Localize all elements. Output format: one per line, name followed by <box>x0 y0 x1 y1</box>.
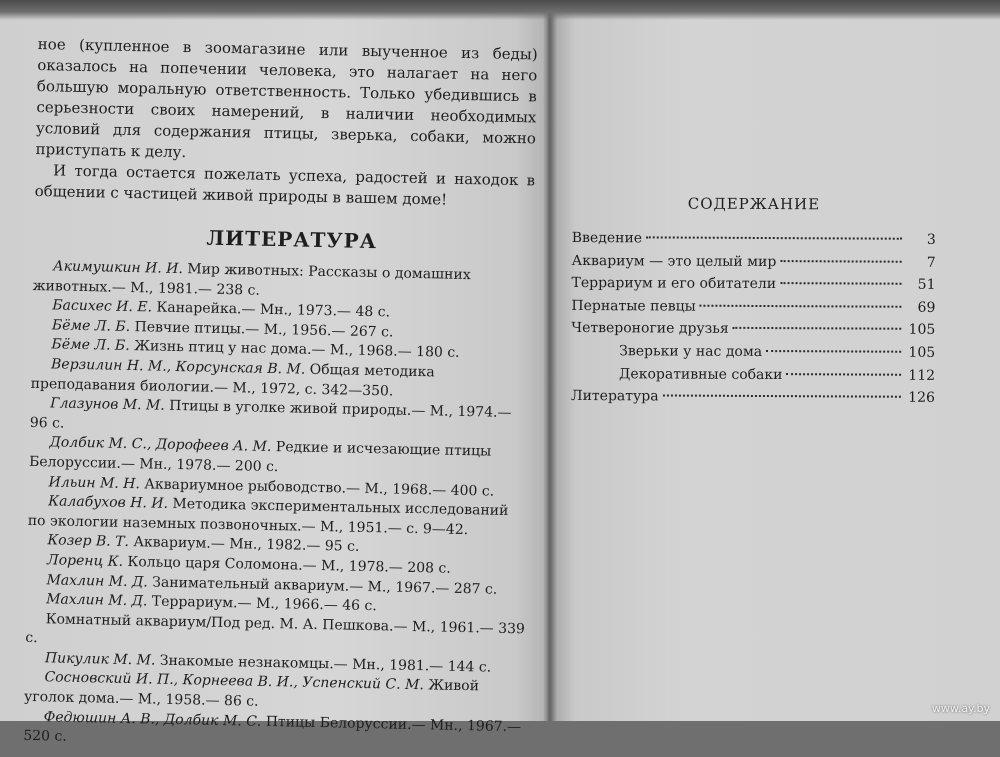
toc-row <box>572 230 936 254</box>
reference-text: Кольцо царя Соломона.— М., 1978.— 208 с. <box>122 553 451 577</box>
reference-text: Общая методика преподавания биологии.— М., 1972, с. 342—350. <box>30 361 435 400</box>
reference-text: Аквариум.— Мн., 1982.— 95 с. <box>128 534 360 556</box>
toc-leader-dots <box>787 373 902 376</box>
reference-author: Махлин М. Д. <box>45 591 148 610</box>
reference-text: Комнатный аквариум/Под ред. М. А. Пешкова.— М., 1961.— 339 с. <box>25 610 526 647</box>
reference-text: Занимательный аквариум.— М., 1967.— 287 с. <box>147 573 498 598</box>
reference-text: Птицы в уголке живой природы.— М., 1974.— 96 с. <box>29 397 512 432</box>
toc-label: Пернатые певцы <box>571 297 696 315</box>
toc-label: Декоративные собаки <box>619 365 783 383</box>
toc-row <box>571 298 935 322</box>
toc-row <box>571 343 935 367</box>
reference-author: Глазунов М. М. <box>50 395 165 414</box>
reference-text: Канарейка.— Мн., 1973.— 48 с. <box>151 299 391 321</box>
reference-text: Мир животных: Рассказы о домашних животных.— М., 1981.— 238 с. <box>32 261 471 299</box>
toc-leader-dots <box>646 236 902 239</box>
toc-page-number: 105 <box>908 344 936 361</box>
toc-page-number: 112 <box>908 367 936 384</box>
closing-wish: И тогда остается пожелать успеха, радостей и находок в общении с частицей живой природы в вашем доме! <box>34 161 536 209</box>
reference-author: Козер В. Т. <box>47 532 130 551</box>
literature-heading: ЛИТЕРАТУРА <box>206 225 378 254</box>
reference-text: Террариум.— М., 1966.— 46 с. <box>147 593 377 615</box>
reference-author: Басихес И. Е. <box>52 297 153 316</box>
toc-label: Зверьки у нас дома <box>619 343 763 360</box>
toc-page-number: 3 <box>926 231 936 248</box>
reference-author: Сосновский И. П., Корнеева В. И., Успенский С. М. <box>44 669 425 694</box>
toc-page-number: 69 <box>917 299 936 316</box>
reference-author: Бёме Л. Б. <box>51 336 130 355</box>
toc-page-number: 7 <box>926 254 936 271</box>
toc-label: Литература <box>570 388 659 405</box>
reference-text: Методика экспериментальных исследований по экологии наземных позвоночных.— М., 1951.— с. 9—42. <box>27 495 509 538</box>
toc-leader-dots <box>700 304 902 307</box>
toc-label: Четвероногие друзья <box>571 320 729 338</box>
left-page-content <box>23 34 538 757</box>
toc-entries <box>571 230 936 413</box>
reference-author: Махлин М. Д. <box>46 571 148 590</box>
toc-heading: СОДЕРЖАНИЕ <box>687 194 821 214</box>
reference-text: Редкие и исчезающие птицы Белоруссии.— Мн., 1978.— 200 с. <box>28 439 492 476</box>
reference-author: Ильин М. Н. <box>48 473 141 492</box>
toc-leader-dots <box>733 327 902 330</box>
reference-author: Пикулик М. М. <box>44 650 156 669</box>
reference-author: Калабухов Н. И. <box>48 493 169 512</box>
toc-label: Аквариум — это целый мир <box>571 252 777 270</box>
references-list <box>23 257 533 757</box>
reference-author: Федюшин А. В., Долбик М. С. <box>43 708 262 730</box>
toc-leader-dots <box>766 350 901 353</box>
closing-paragraph: ное (купленное в зоомагазине или выученное из беды) оказалось на попечении человека, это налагает на него большую моральную ответственность. Только убедившись в серьезности своих намерений, в наличии необходимых условий для содержания птицы, зверька, собаки, можно приступать к делу. <box>35 34 538 162</box>
reference-text: Птицы Белоруссии.— Мн., 1967.— 520 с. <box>23 713 522 746</box>
reference-text: Знакомые незнакомцы.— Мн., 1981.— 144 с. <box>155 652 492 676</box>
reference-text: Живой уголок дома.— М., 1958.— 86 с. <box>23 677 480 710</box>
toc-page-number: 105 <box>908 322 936 339</box>
toc-leader-dots <box>663 395 901 398</box>
toc-page-number: 51 <box>917 276 936 294</box>
toc-row <box>571 320 935 344</box>
book-gutter <box>543 0 557 721</box>
watermark: www.ay.by <box>931 702 990 715</box>
toc-row <box>572 253 936 277</box>
toc-leader-dots <box>780 282 901 285</box>
toc-page-number: 126 <box>908 389 935 407</box>
page-top-shadow <box>0 0 1000 20</box>
toc-label: Введение <box>571 229 643 247</box>
toc-row <box>571 366 935 390</box>
table-of-contents <box>571 194 936 413</box>
toc-leader-dots <box>780 260 901 263</box>
reference-author: Бёме Л. Б. <box>51 317 131 335</box>
toc-label: Террариум и его обитатели <box>571 275 777 293</box>
reference-author: Лоренц К. <box>46 552 124 570</box>
reference-text: Жизнь птиц у нас дома.— М., 1968.— 180 с. <box>129 338 460 362</box>
reference-author: Долбик М. С., Дорофеев А. М. <box>49 434 272 456</box>
reference-author: Верзилин Н. М., Корсунская В. М. <box>50 356 306 378</box>
toc-row <box>571 275 935 299</box>
reference-author: Акимушкин И. И. <box>52 258 184 278</box>
reference-text: Певчие птицы.— М., 1956.— 267 с. <box>129 318 394 341</box>
toc-row <box>571 388 935 412</box>
reference-text: Аквариумное рыбоводство.— М., 1968.— 400 с. <box>139 475 495 500</box>
